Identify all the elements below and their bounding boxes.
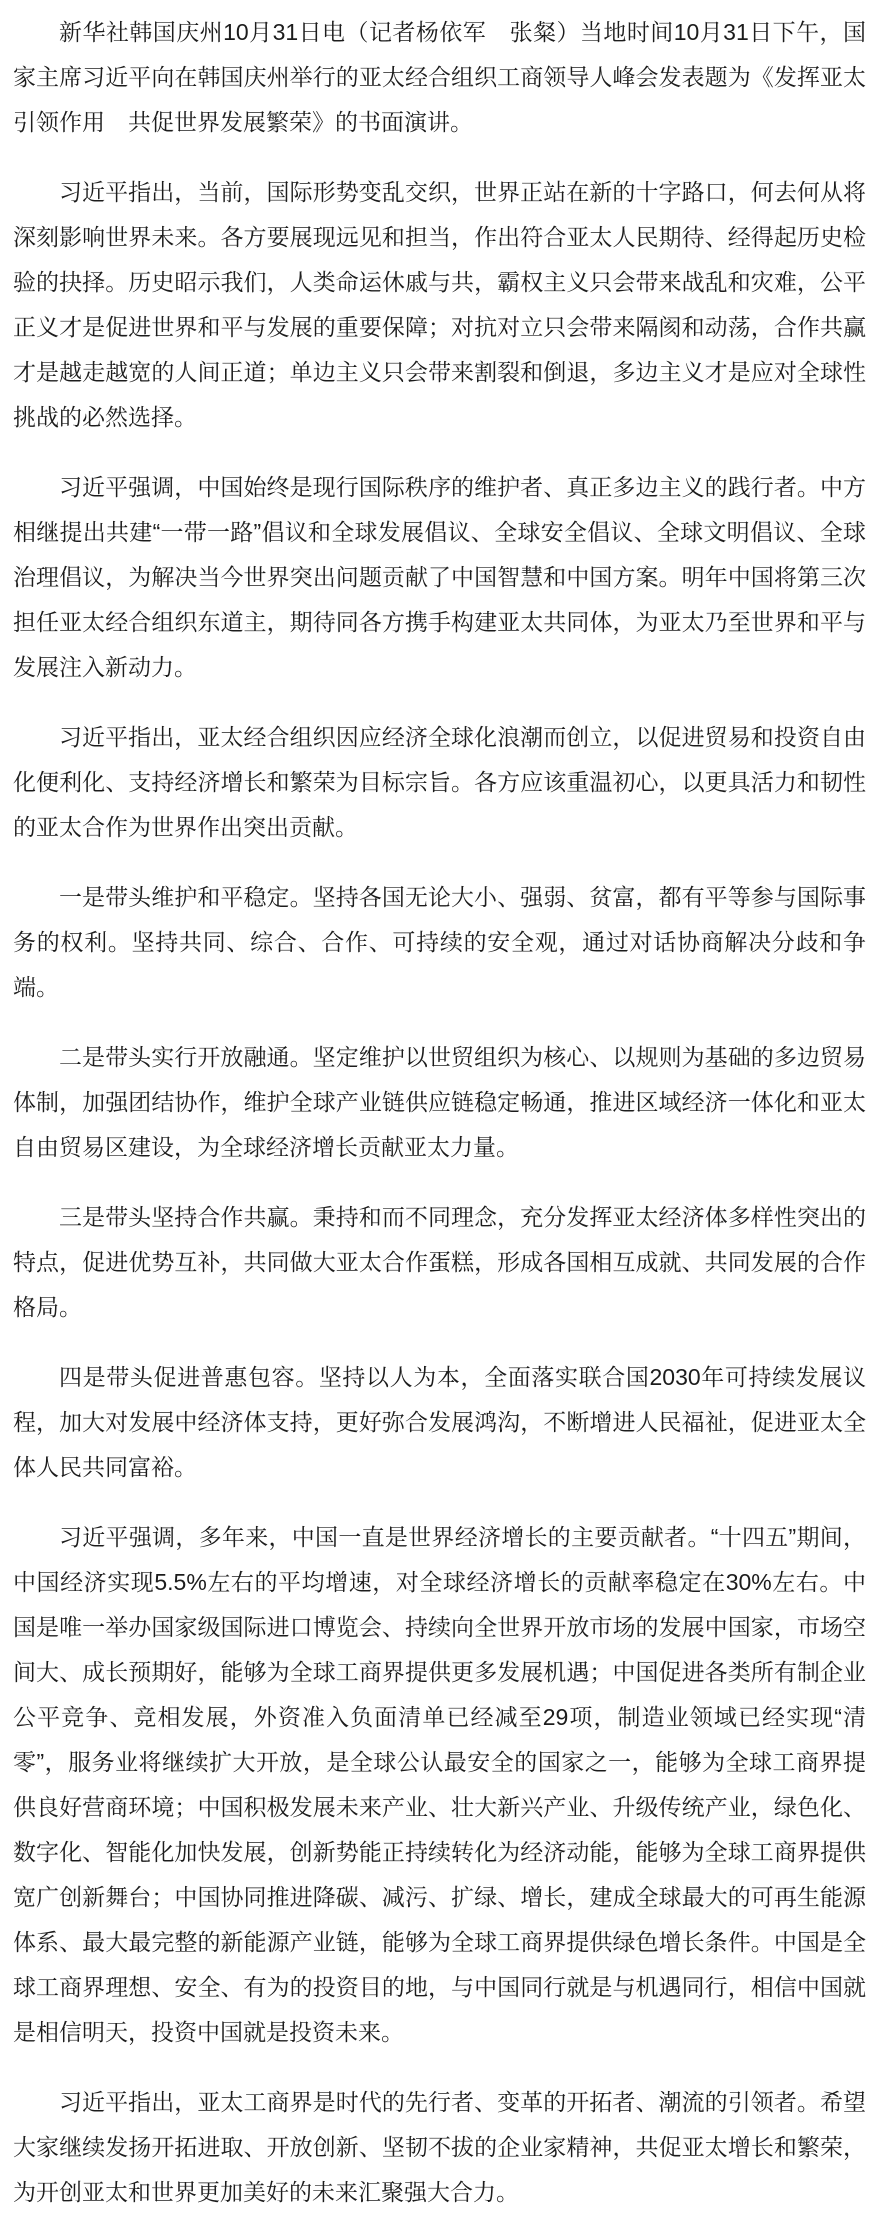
paragraph-3: 习近平强调，中国始终是现行国际秩序的维护者、真正多边主义的践行者。中方相继提出共建“一带一路”倡议和全球发展倡议、全球安全倡议、全球文明倡议、全球治理倡议，为解决当今世界突出问题贡献了中国智慧和中国方案。明年中国将第三次担任亚太经合组织东道主，期待同各方携手构建亚太共同体，为亚太乃至世界和平与发展注入新动力。 bbox=[13, 474, 866, 680]
paragraph-lead: 新华社韩国庆州10月31日电（记者杨依军 张粲）当地时间10月31日下午，国家主席习近平向在韩国庆州举行的亚太经合组织工商领导人峰会发表题为《发挥亚太引领作用 共促世界发展繁荣》的书面演讲。 bbox=[13, 19, 866, 135]
paragraph-point-1: 一是带头维护和平稳定。坚持各国无论大小、强弱、贫富，都有平等参与国际事务的权利。坚持共同、综合、合作、可持续的安全观，通过对话协商解决分歧和争端。 bbox=[13, 884, 866, 1000]
paragraph-2: 习近平指出，当前，国际形势变乱交织，世界正站在新的十字路口，何去何从将深刻影响世界未来。各方要展现远见和担当，作出符合亚太人民期待、经得起历史检验的抉择。历史昭示我们，人类命运休戚与共，霸权主义只会带来战乱和灾难，公平正义才是促进世界和平与发展的重要保障；对抗对立只会带来隔阂和动荡，合作共赢才是越走越宽的人间正道；单边主义只会带来割裂和倒退，多边主义才是应对全球性挑战的必然选择。 bbox=[13, 179, 866, 430]
paragraph-point-3: 三是带头坚持合作共赢。秉持和而不同理念，充分发挥亚太经济体多样性突出的特点，促进优势互补，共同做大亚太合作蛋糕，形成各国相互成就、共同发展的合作格局。 bbox=[13, 1204, 866, 1320]
paragraph-point-4: 四是带头促进普惠包容。坚持以人为本，全面落实联合国2030年可持续发展议程，加大对发展中经济体支持，更好弥合发展鸿沟，不断增进人民福祉，促进亚太全体人民共同富裕。 bbox=[13, 1364, 866, 1480]
paragraph-9: 习近平强调，多年来，中国一直是世界经济增长的主要贡献者。“十四五”期间，中国经济实现5.5%左右的平均增速，对全球经济增长的贡献率稳定在30%左右。中国是唯一举办国家级国际进口博览会、持续向全世界开放市场的发展中国家，市场空间大、成长预期好，能够为全球工商界提供更多发展机遇；中国促进各类所有制企业公平竞争、竞相发展，外资准入负面清单已经减至29项，制造业领域已经实现“清零”，服务业将继续扩大开放，是全球公认最安全的国家之一，能够为全球工商界提供良好营商环境；中国积极发展未来产业、壮大新兴产业、升级传统产业，绿色化、数字化、智能化加快发展，创新势能正持续转化为经济动能，能够为全球工商界提供宽广创新舞台；中国协同推进降碳、减污、扩绿、增长，建成全球最大的可再生能源体系、最大最完整的新能源产业链，能够为全球工商界提供绿色增长条件。中国是全球工商界理想、安全、有为的投资目的地，与中国同行就是与机遇同行，相信中国就是相信明天，投资中国就是投资未来。 bbox=[13, 1524, 866, 2045]
paragraph-point-2: 二是带头实行开放融通。坚定维护以世贸组织为核心、以规则为基础的多边贸易体制，加强团结协作，维护全球产业链供应链稳定畅通，推进区域经济一体化和亚太自由贸易区建设，为全球经济增长贡献亚太力量。 bbox=[13, 1044, 866, 1160]
paragraph-4: 习近平指出，亚太经合组织因应经济全球化浪潮而创立，以促进贸易和投资自由化便利化、支持经济增长和繁荣为目标宗旨。各方应该重温初心，以更具活力和韧性的亚太合作为世界作出突出贡献。 bbox=[13, 724, 866, 840]
paragraph-closing: 习近平指出，亚太工商界是时代的先行者、变革的开拓者、潮流的引领者。希望大家继续发扬开拓进取、开放创新、坚韧不拔的企业家精神，共促亚太增长和繁荣，为开创亚太和世界更加美好的未来汇聚强大合力。 bbox=[13, 2089, 866, 2205]
